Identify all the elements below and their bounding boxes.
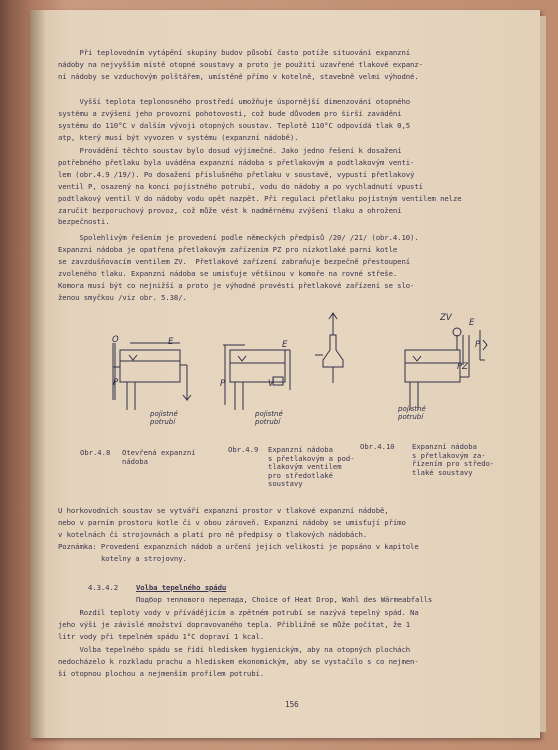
label-o: O — [112, 335, 119, 345]
figure-4-9-pressure-vessel — [223, 313, 343, 410]
paragraph-heat-drop-choice: Volba tepelného spádu se řídí hlediskem hygienickým, aby na otopných plochách nedocházelo k rozkladu prachu a hlediskem ekonomickým, aby se vystačilo s co nejmen- ší otopnou plochou a nejmenším profilem potrubí. — [58, 645, 419, 678]
caption-4-9-number: Obr.4.9 — [228, 445, 259, 454]
label-pz: PZ — [457, 362, 468, 372]
label-e-49: E — [282, 340, 288, 350]
label-safety-pipe-410: pojistné potrubí — [398, 405, 426, 421]
section-title: Volba tepelného spádu — [136, 583, 227, 592]
caption-4-8-text: Otevřená expanzní nádoba — [122, 448, 196, 466]
caption-4-8-number: Obr.4.8 — [80, 448, 111, 457]
paragraph-german-regulations: Spolehlivým řešením je provedení podle německých předpisů /20/ /21/ (obr.4.10). Expanzní nádoba je opatřena přetlakovým zařízením PZ pro nízkotlaké parní kotle se zavzdušňovacím ventilem ZV. Přetlakové zařízení zabraňuje bezpečně přestoupení zvoleného tlaku. Expanzní nádoba se umisťuje většinou v komoře na rovné střeše. Komora musí být co nejnižší a proto je výhodné provésti přetlakové zařízení se slo- ženou smyčkou /viz obr. 5.38/. — [58, 233, 419, 302]
paragraph-hot-water: U horkovodních soustav se vytváří expanzní prostor v tlakové expanzní nádobě, nebo v parním prostoru kotle či v obou zároveň. Expanzní nádoby se umisťují přímo v kotelnách či strojovnách a platí pro ně předpisy o tlakových nádobách. Poznámka: Provedení expanzních nádob a určení jejich velikosti je popsáno v kapitole kotelny a strojovny. — [58, 506, 419, 563]
figure-4-8-open-vessel — [113, 343, 191, 410]
label-p-49: P — [220, 379, 226, 389]
caption-4-10-text: Expanzní nádoba s přetlakovým za- řízením pro středo- tlaké soustavy — [412, 442, 495, 477]
page-gutter-shadow — [30, 10, 46, 738]
label-p-48: P — [113, 378, 119, 388]
label-safety-pipe-48: pojistné potrubí — [150, 410, 178, 426]
section-number: 4.3.4.2 — [88, 583, 119, 592]
paragraph-heat-drop: Rozdíl teploty vody v přívádějícím a zpětném potrubí se nazývá tepelný spád. Na jeho výši je závislé množství dopravovaného tepla. Přibližně se může počítat, že 1 litr vody při tepelném spádu 1°C dopraví 1 kcal. — [58, 608, 419, 641]
page-number: 156 — [285, 699, 299, 709]
page-edge — [540, 16, 546, 732]
label-e-410: E — [469, 318, 475, 328]
label-e-48: E — [168, 337, 174, 347]
section-subtitle: Подбор теплового перепада, Choice of Heat Drop, Wahl des Wärmeabfalls — [136, 595, 433, 604]
caption-4-10-number: Obr.4.10 — [360, 442, 395, 451]
label-zv: ZV — [440, 313, 452, 323]
label-p-410: P — [475, 340, 481, 350]
paragraph-overpressure-valve: Provádění těchto soustav bylo dosud výjimečné. Jako jedno řešení k dosažení potřebného přetlaku byla uváděna expanzní nádoba s přetlakovým a podtlakovým venti- lem (obr.4.9 /19/). Po dosažení příslušného přetlaku v soustavě, vypustí přetlakový ventil P, osazený na konci pojistného potrubí, vodu do nádoby a po vychladnutí vpustí podtlakový ventil V do nádoby vodu opět nazpět. Při regulaci přetlaku pojistným ventilem nelze zaručit bezporuchový provoz, což může vést k nadměrnému zvýšení tlaku a ohrožení bezpečnosti. — [58, 146, 462, 227]
label-v-49: V — [268, 379, 274, 389]
paragraph-temperature: Vyšší teplota teplonosného prostředí umožňuje úspornější dimenzování otopného systému a zvýšení jeho provozní pohotovosti, což bude důvodem pro širší zavádění systému do 110°C v dalším vývoji otopných soustav. Teplotě 110°C odpovídá tlak 0,5 atp, který musí být vyvozen v systému (expanzní nádobě). — [58, 97, 411, 142]
caption-4-9-text: Expanzní nádoba s přetlakovým a pod- tlakovým ventilem pro středotlaké soustavy — [268, 445, 355, 489]
label-safety-pipe-49: pojistné potrubí — [255, 410, 283, 426]
paragraph-intro: Při teplovodním vytápění skupiny budov působí často potíže situování expanzní nádoby na nejvyšším místě otopné soustavy a proto je použití uzavřené tlakové expanz- ní nádoby se vzduchovým polštářem, umístěné přímo v kotelně, stavebně velmi výhodné. — [58, 48, 423, 81]
